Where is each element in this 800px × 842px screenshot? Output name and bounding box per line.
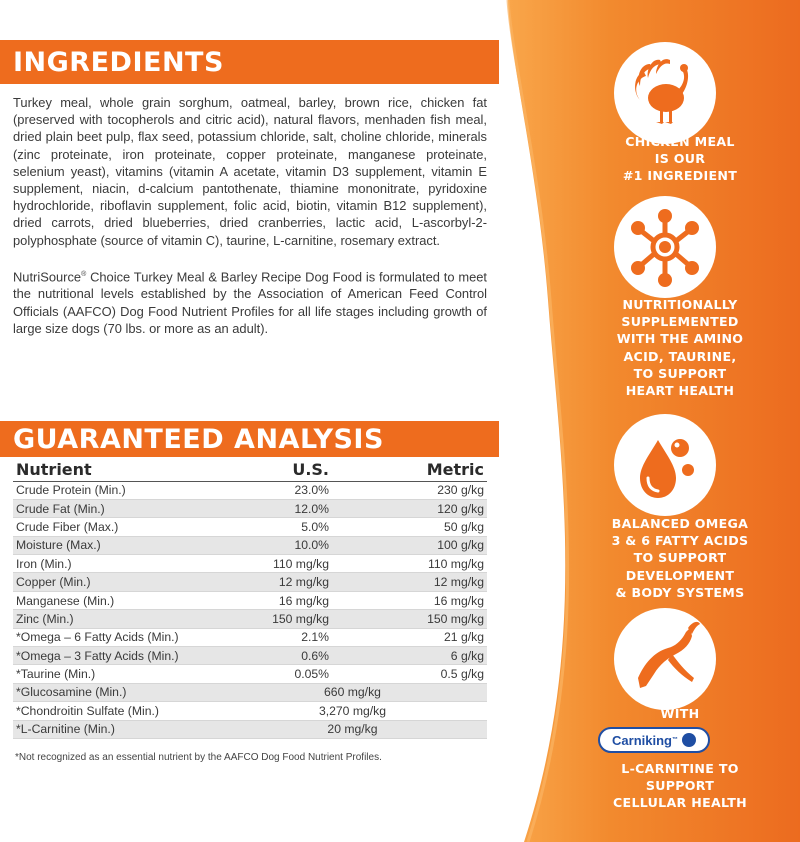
feature-l-carnitine bbox=[575, 760, 785, 812]
footnote: *Not recognized as an essential nutrient by the AAFCO Dog Food Nutrient Profiles. bbox=[15, 752, 382, 763]
metric-value-cell: 12 mg/kg bbox=[335, 573, 487, 591]
table-row bbox=[13, 591, 487, 609]
feature-line: HEART HEALTH bbox=[625, 383, 735, 399]
value-cell: 3,270 mg/kg bbox=[245, 702, 487, 720]
nutrient-cell: Crude Fat (Min.) bbox=[13, 499, 245, 517]
nutrient-cell: *L-Carnitine (Min.) bbox=[13, 720, 245, 738]
feature-line: & BODY SYSTEMS bbox=[615, 584, 745, 600]
statement-text: Choice Turkey Meal & Barley Recipe Dog Food is formulated to meet the nutritional levels established by the Association of American Feed Control Officials (AAFCO) Dog Food Nutrient Profiles for all life stages including growth of large size dogs (70 lbs. or more as an adult). bbox=[13, 269, 487, 336]
running-dog-badge bbox=[614, 608, 716, 710]
metric-value-cell: 100 g/kg bbox=[335, 536, 487, 554]
metric-value-cell: 21 g/kg bbox=[335, 628, 487, 646]
table-row bbox=[13, 573, 487, 591]
metric-value-cell: 110 mg/kg bbox=[335, 555, 487, 573]
us-value-cell: 12.0% bbox=[245, 499, 335, 517]
registered-mark: ® bbox=[81, 270, 87, 278]
us-value-cell: 12 mg/kg bbox=[245, 573, 335, 591]
feature-line: L-CARNITINE TO bbox=[621, 761, 739, 776]
feature-taurine bbox=[575, 296, 785, 399]
feature-line: CHICKEN MEAL bbox=[625, 134, 735, 149]
feature-line: TO SUPPORT bbox=[633, 365, 727, 381]
turkey-icon bbox=[614, 42, 716, 144]
nutrient-cell: *Taurine (Min.) bbox=[13, 665, 245, 683]
table-row bbox=[13, 683, 487, 701]
us-value-cell: 110 mg/kg bbox=[245, 555, 335, 573]
nutrient-cell: *Glucosamine (Min.) bbox=[13, 683, 245, 701]
table-row bbox=[13, 536, 487, 554]
feature-line: CELLULAR HEALTH bbox=[613, 795, 747, 811]
value-cell: 660 mg/kg bbox=[245, 683, 487, 701]
feature-line: TO SUPPORT bbox=[633, 550, 727, 566]
nutrient-header: Nutrient bbox=[13, 459, 245, 481]
nutrient-cell: Zinc (Min.) bbox=[13, 610, 245, 628]
nutrient-cell: Moisture (Max.) bbox=[13, 536, 245, 554]
metric-value-cell: 16 mg/kg bbox=[335, 591, 487, 609]
metric-header: Metric bbox=[335, 459, 487, 481]
nutrient-cell: Crude Fiber (Max.) bbox=[13, 518, 245, 536]
feature-line: WITH THE AMINO bbox=[616, 331, 744, 347]
brand-name: NutriSource bbox=[13, 269, 82, 285]
feature-line: NUTRITIONALLY bbox=[622, 297, 738, 312]
feature-line: SUPPLEMENTED bbox=[621, 314, 739, 330]
running-dog-icon bbox=[614, 608, 716, 710]
table-row bbox=[13, 702, 487, 720]
guaranteed-analysis-heading: GUARANTEED ANALYSIS bbox=[0, 421, 499, 457]
ingredients-text bbox=[13, 94, 487, 354]
metric-value-cell: 150 mg/kg bbox=[335, 610, 487, 628]
us-value-cell: 0.6% bbox=[245, 647, 335, 665]
table-row bbox=[13, 499, 487, 517]
nutrient-cell: *Chondroitin Sulfate (Min.) bbox=[13, 702, 245, 720]
nutrient-cell: *Omega – 3 Fatty Acids (Min.) bbox=[13, 647, 245, 665]
table-row bbox=[13, 720, 487, 738]
metric-value-cell: 50 g/kg bbox=[335, 518, 487, 536]
ingredients-heading: INGREDIENTS bbox=[0, 40, 499, 84]
table-row bbox=[13, 647, 487, 665]
us-value-cell: 16 mg/kg bbox=[245, 591, 335, 609]
guaranteed-analysis-table bbox=[13, 459, 487, 739]
feature-line: #1 INGREDIENT bbox=[622, 168, 738, 184]
feature-chicken-meal bbox=[575, 133, 785, 185]
us-value-cell: 0.05% bbox=[245, 665, 335, 683]
carniking-logo bbox=[598, 727, 710, 753]
oil-drop-icon bbox=[614, 414, 716, 516]
metric-value-cell: 0.5 g/kg bbox=[335, 665, 487, 683]
feature-omega bbox=[575, 515, 785, 601]
feature-line: WITH bbox=[660, 706, 700, 721]
feature-line: IS OUR bbox=[654, 151, 706, 167]
carniking-logo-text: Carniking bbox=[612, 732, 672, 748]
nutrient-cell: Manganese (Min.) bbox=[13, 591, 245, 609]
metric-value-cell: 6 g/kg bbox=[335, 647, 487, 665]
metric-value-cell: 120 g/kg bbox=[335, 499, 487, 517]
table-row bbox=[13, 665, 487, 683]
oil-drop-badge bbox=[614, 414, 716, 516]
metric-value-cell: 230 g/kg bbox=[335, 481, 487, 499]
value-cell: 20 mg/kg bbox=[245, 720, 487, 738]
us-value-cell: 23.0% bbox=[245, 481, 335, 499]
aafco-statement bbox=[13, 266, 487, 337]
us-value-cell: 2.1% bbox=[245, 628, 335, 646]
nutrient-cell: *Omega – 6 Fatty Acids (Min.) bbox=[13, 628, 245, 646]
ingredients-list: Turkey meal, whole grain sorghum, oatmeal, barley, brown rice, chicken fat (preserved with tocopherols and citric acid), natural flavors, menhaden fish meal, dried plain beet pulp, flax seed, potassium chloride, salt, choline chloride, minerals (zinc proteinate, iron proteinate, copper proteinate, manganese proteinate, selenium yeast), vitamins (vitamin A acetate, vitamin D3 supplement, vitamin E supplement, niacin, d-calcium pantothenate, thiamine mononitrate, pyridoxine hydrochloride, riboflavin supplement, folic acid, biotin, vitamin B12 supplement), dried carrots, dried blueberries, dried cranberries, lactic acid, L-ascorbyl-2-polyphosphate (source of vitamin C), taurine, L-carnitine, rosemary extract. bbox=[13, 95, 487, 248]
us-value-cell: 10.0% bbox=[245, 536, 335, 554]
table-header-row bbox=[13, 459, 487, 481]
table-row bbox=[13, 555, 487, 573]
us-value-cell: 5.0% bbox=[245, 518, 335, 536]
table-row bbox=[13, 518, 487, 536]
table-row bbox=[13, 481, 487, 499]
nutrient-cell: Crude Protein (Min.) bbox=[13, 481, 245, 499]
feature-line: BALANCED OMEGA bbox=[611, 516, 749, 531]
table-row bbox=[13, 628, 487, 646]
turkey-badge bbox=[614, 42, 716, 144]
trademark-mark: ™ bbox=[671, 737, 678, 743]
us-header: U.S. bbox=[245, 459, 335, 481]
molecule-badge bbox=[614, 196, 716, 298]
feature-with bbox=[575, 705, 785, 722]
table-body bbox=[13, 481, 487, 738]
nutrient-cell: Iron (Min.) bbox=[13, 555, 245, 573]
molecule-icon bbox=[614, 196, 716, 298]
carniking-emblem-icon bbox=[682, 733, 696, 747]
us-value-cell: 150 mg/kg bbox=[245, 610, 335, 628]
feature-line: 3 & 6 FATTY ACIDS bbox=[611, 533, 749, 549]
feature-line: ACID, TAURINE, bbox=[623, 348, 737, 364]
nutrient-cell: Copper (Min.) bbox=[13, 573, 245, 591]
feature-line: DEVELOPMENT bbox=[625, 567, 735, 583]
table-row bbox=[13, 610, 487, 628]
feature-line: SUPPORT bbox=[645, 778, 715, 794]
